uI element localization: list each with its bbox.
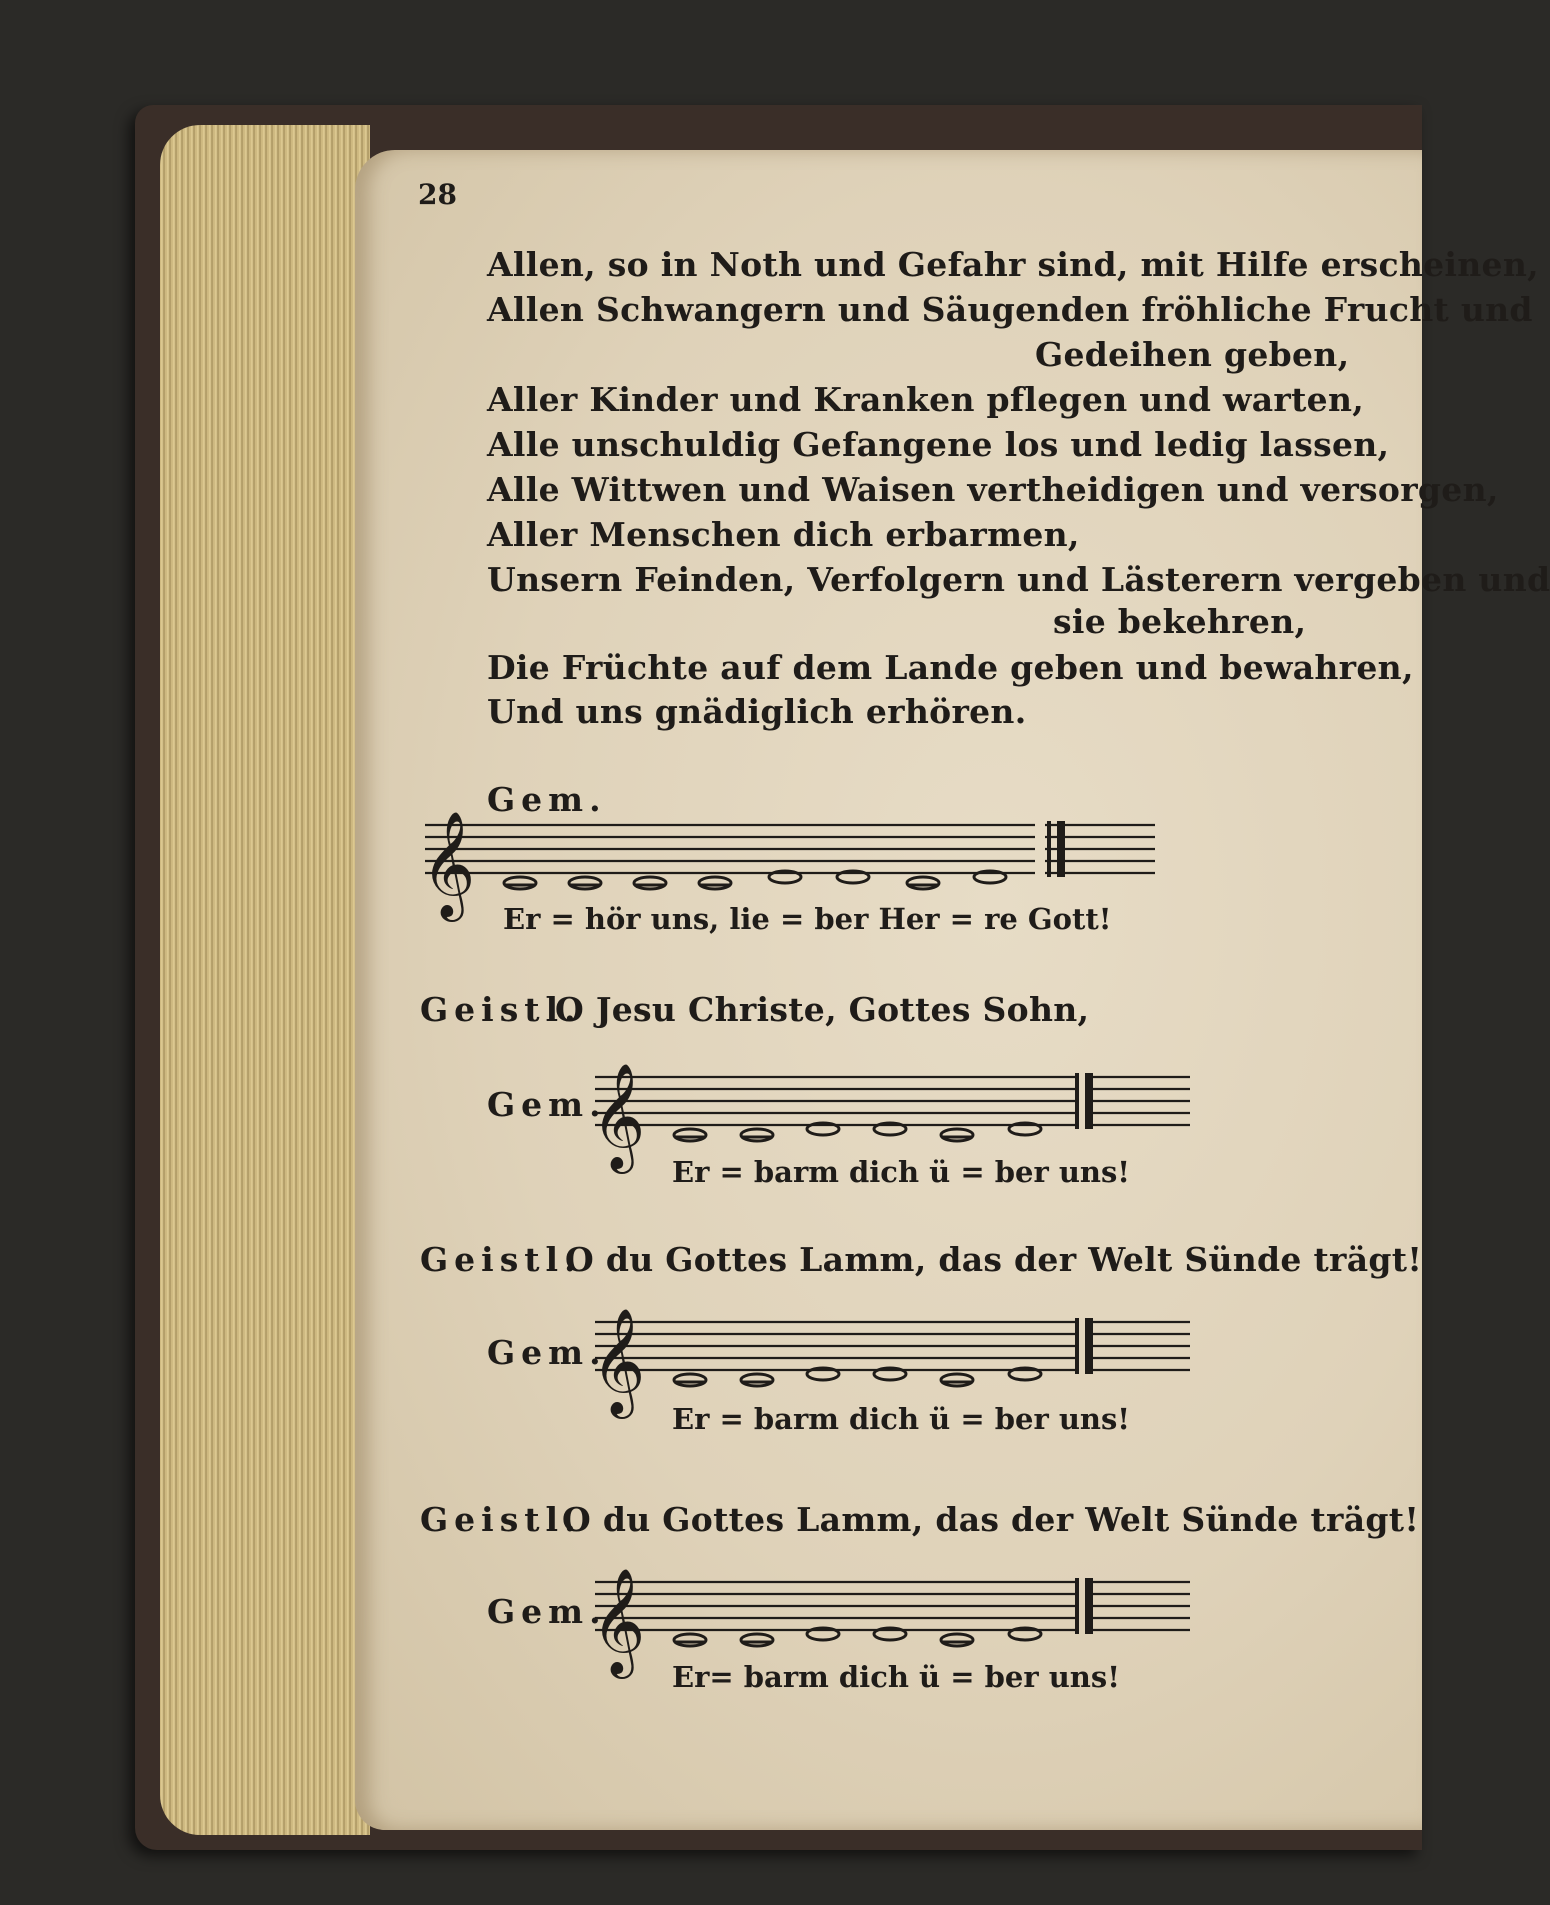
lyrics: Er = barm dich ü = ber uns! [672, 1402, 1131, 1436]
lyrics: Er= barm dich ü = ber uns! [672, 1660, 1120, 1694]
call-text: O du Gottes Lamm, das der Welt Sünde trägt! [562, 1500, 1420, 1539]
litany-line: Die Früchte auf dem Lande geben und bewahren, [487, 648, 1414, 687]
response-label: Gem. [487, 1085, 607, 1124]
response-label: Gem. [487, 1333, 607, 1372]
litany-line: Gedeihen geben, [1035, 335, 1350, 374]
call-text: O du Gottes Lamm, das der Welt Sünde trägt! [565, 1240, 1423, 1279]
call-text: O Jesu Christe, Gottes Sohn, [555, 990, 1090, 1029]
litany-line: Alle unschuldig Gefangene los und ledig lassen, [487, 425, 1390, 464]
litany-line: Und uns gnädiglich erhören. [487, 692, 1027, 731]
call-label: Geistl. [420, 1500, 582, 1539]
response-label: Gem. [487, 1592, 607, 1631]
lyrics: Er = barm dich ü = ber uns! [672, 1155, 1131, 1189]
call-label: Geistl. [420, 990, 582, 1029]
page-edges [160, 125, 370, 1835]
svg-text:𝄞: 𝄞 [591, 1567, 646, 1674]
call-label: Geistl. [420, 1240, 582, 1279]
response-label: Gem. [487, 780, 607, 819]
litany-line: Aller Menschen dich erbarmen, [487, 515, 1080, 554]
litany-line: Allen, so in Noth und Gefahr sind, mit Hilfe erscheinen, [487, 245, 1539, 284]
page-number: 28 [418, 178, 457, 211]
litany-line: Unsern Feinden, Verfolgern und Lästerern vergeben und [487, 560, 1550, 599]
svg-text:𝄞: 𝄞 [421, 810, 476, 917]
litany-line: sie bekehren, [1053, 602, 1307, 641]
svg-text:𝄞: 𝄞 [591, 1062, 646, 1169]
svg-text:𝄞: 𝄞 [591, 1307, 646, 1414]
litany-line: Allen Schwangern und Säugenden fröhliche Frucht und [487, 290, 1533, 329]
litany-line: Aller Kinder und Kranken pflegen und warten, [487, 380, 1365, 419]
lyrics: Er = hör uns, lie = ber Her = re Gott! [503, 902, 1112, 936]
litany-line: Alle Wittwen und Waisen vertheidigen und versorgen, [487, 470, 1499, 509]
